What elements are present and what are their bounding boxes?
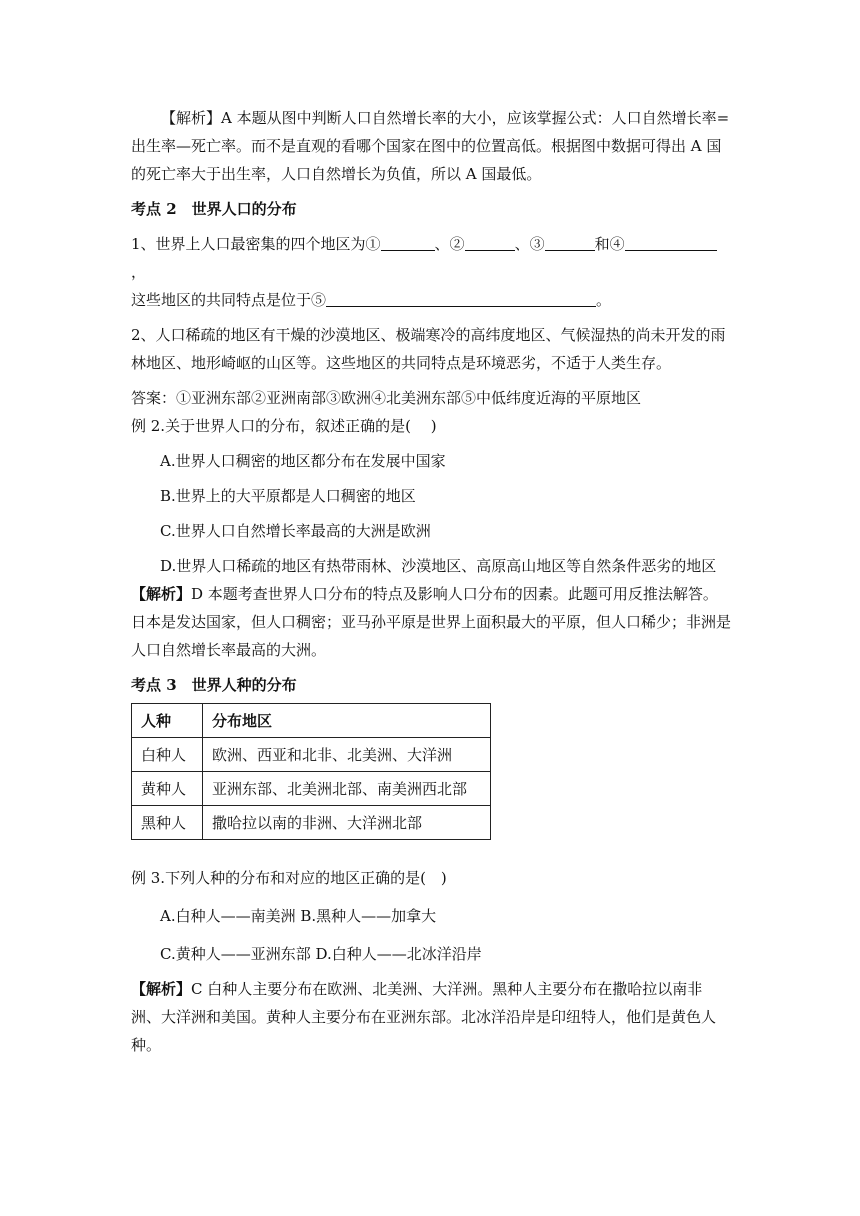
q1-sep1: 、②	[434, 235, 465, 253]
analysis-bracket: 【解析】	[131, 980, 192, 998]
table-cell-race: 黑种人	[132, 806, 203, 840]
answer-line: 答案：①亚洲东部②亚洲南部③欧洲④北美洲东部⑤中低纬度近海的平原地区	[131, 389, 642, 407]
example-2-option-c: C.世界人口自然增长率最高的大洲是欧洲	[160, 522, 431, 540]
analysis-bracket: 【解析】	[131, 585, 192, 603]
section-heading-k3: 考点 3 世界人种的分布	[131, 676, 297, 694]
section-heading-k2: 考点 2 世界人口的分布	[131, 200, 297, 218]
q1-end2: 。	[596, 291, 612, 309]
example-2-option-b: B.世界上的大平原都是人口稠密的地区	[160, 487, 416, 505]
blank-3	[545, 234, 595, 251]
q1-line2-prefix: 这些地区的共同特点是位于⑤	[131, 291, 327, 309]
document-content	[131, 104, 731, 1059]
example-2-option-d: D.世界人口稀疏的地区有热带雨林、沙漠地区、高原高山地区等自然条件恶劣的地区	[160, 557, 717, 575]
q1-sep2: 、③	[514, 235, 545, 253]
race-distribution-table	[131, 703, 491, 840]
table-row	[132, 738, 491, 772]
example-3-analysis	[131, 975, 731, 1059]
example-3-options-line-2: C.黄种人——亚洲东部 D.白种人——北冰洋沿岸	[160, 945, 482, 963]
question-1	[131, 230, 731, 314]
table-header-row	[132, 704, 491, 738]
analysis-bracket: 【解析】	[161, 109, 222, 127]
analysis-text: D 本题考查世界人口分布的特点及影响人口分布的因素。此题可用反推法解答。日本是发达国家，但人口稠密；亚马孙平原是世界上面积最大的平原，但人口稀少；非洲是人口自然增长率最高的大洲。	[131, 585, 732, 659]
table-cell-region: 欧洲、西亚和北非、北美洲、大洋洲	[203, 738, 491, 772]
analysis-paragraph-1	[131, 104, 731, 188]
q1-sep3: 和④	[594, 235, 625, 253]
example-3-stem: 例 3.下列人种的分布和对应的地区正确的是( )	[131, 869, 447, 887]
table-header-race: 人种	[132, 704, 203, 738]
blank-1	[381, 234, 435, 251]
example-2-option-a: A.世界人口稠密的地区都分布在发展中国家	[160, 452, 446, 470]
example-3-options-line-1: A.白种人——南美洲 B.黑种人——加拿大	[160, 907, 437, 925]
blank-2	[465, 234, 515, 251]
analysis-text: C 白种人主要分布在欧洲、北美洲、大洋洲。黑种人主要分布在撒哈拉以南非洲、大洋洲和美国。黄种人主要分布在亚洲东部。北冰洋沿岸是印纽特人，他们是黄色人种。	[131, 980, 717, 1054]
question-2: 2、人口稀疏的地区有干燥的沙漠地区、极端寒冷的高纬度地区、气候湿热的尚未开发的雨林地区、地形崎岖的山区等。这些地区的共同特点是环境恶劣，不适于人类生存。	[131, 326, 726, 372]
example-2-stem: 例 2.关于世界人口的分布，叙述正确的是( )	[131, 417, 437, 435]
table-row	[132, 772, 491, 806]
example-2-analysis	[131, 580, 731, 664]
q1-prefix: 1、世界上人口最密集的四个地区为①	[131, 235, 381, 253]
table-cell-region: 亚洲东部、北美洲北部、南美洲西北部	[203, 772, 491, 806]
table-cell-region: 撒哈拉以南的非洲、大洋洲北部	[203, 806, 491, 840]
table-header-region: 分布地区	[203, 704, 491, 738]
blank-4	[625, 234, 717, 251]
q1-end1: ，	[131, 263, 147, 281]
blank-5	[326, 290, 596, 307]
table-cell-race: 黄种人	[132, 772, 203, 806]
table-cell-race: 白种人	[132, 738, 203, 772]
analysis-text: A 本题从图中判断人口自然增长率的大小，应该掌握公式：人口自然增长率=出生率—死亡率。而不是直观的看哪个国家在图中的位置高低。根据图中数据可得出 A 国的死亡率大于出生率，人口自然增长为负值，所以 A 国最低。	[131, 109, 730, 183]
table-row	[132, 806, 491, 840]
